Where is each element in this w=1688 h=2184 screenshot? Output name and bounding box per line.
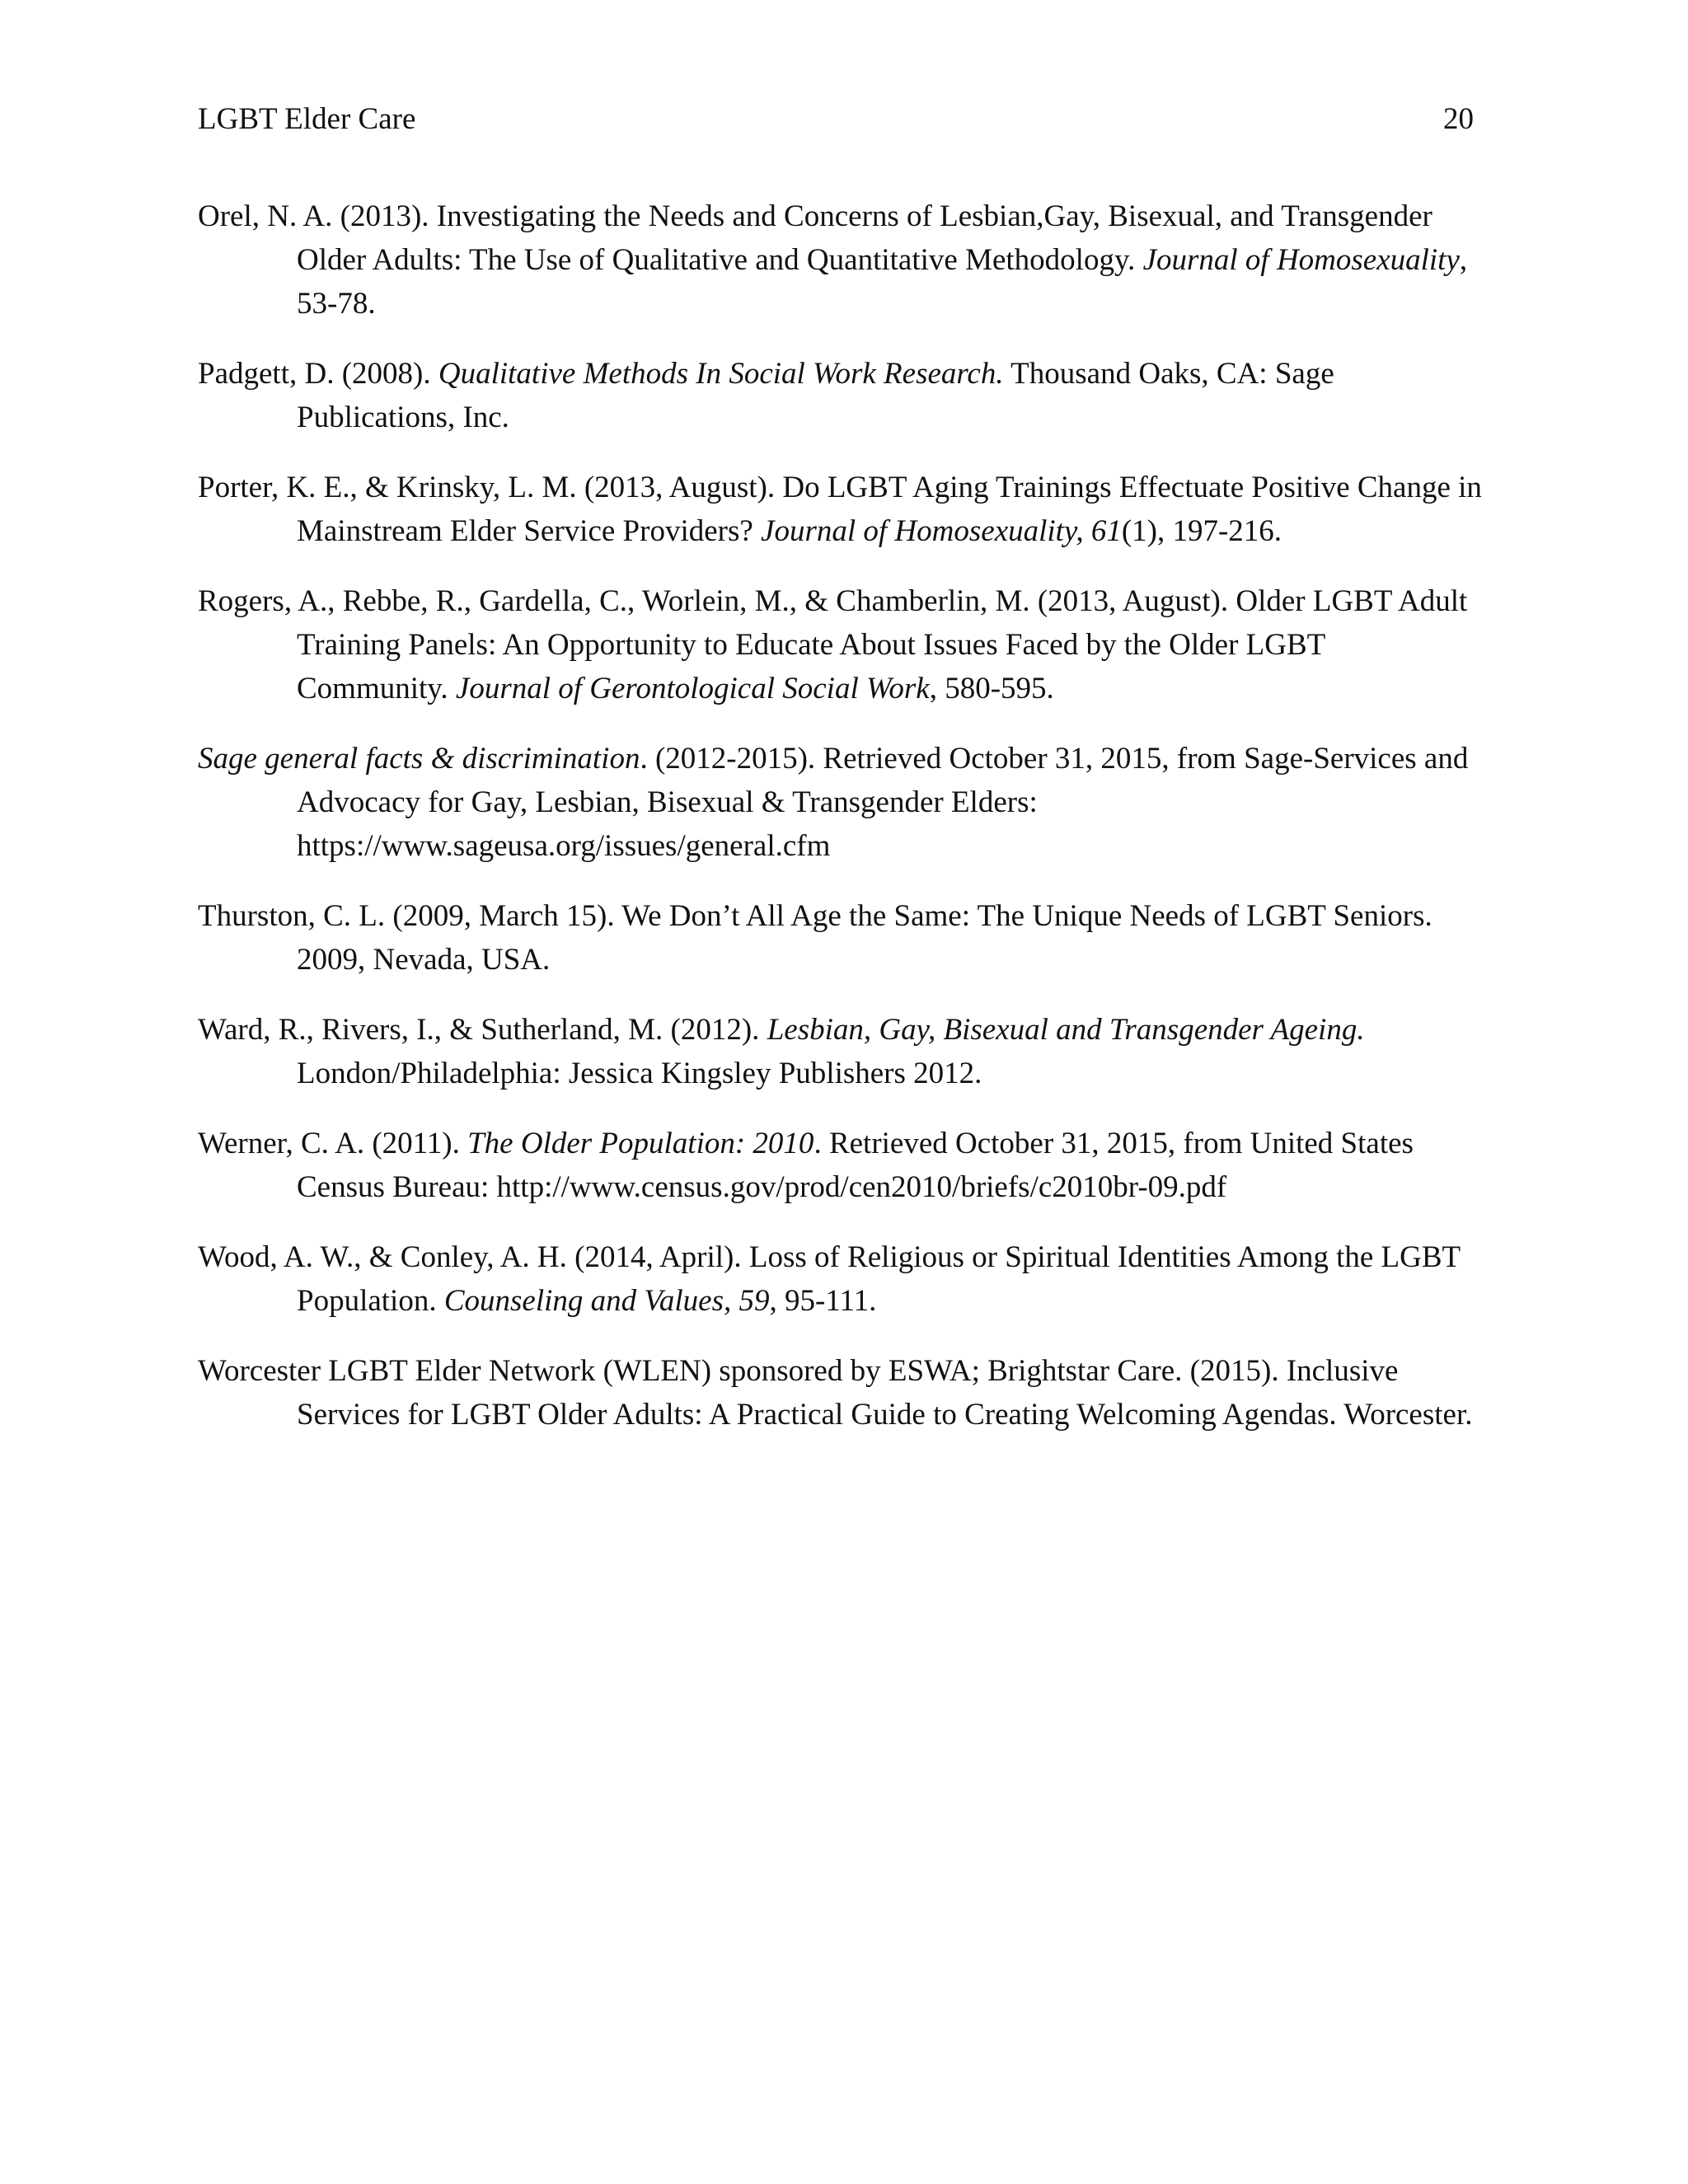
reference-text: Thousand Oaks, CA: Sage Publications, Inc.: [297, 357, 1334, 434]
reference-italic-text: Qualitative Methods In Social Work Research.: [438, 357, 1004, 391]
running-head: [198, 97, 1474, 142]
reference-entry: [198, 194, 1484, 326]
reference-entry: [198, 352, 1484, 439]
reference-italic-text: Journal of Homosexuality: [1142, 243, 1460, 277]
reference-text: Orel, N. A. (2013). Investigating the Needs and Concerns of Lesbian,Gay, Bisexual, and Transgender Older Adults: The Use of Qualitative and Quantitative Methodology.: [198, 199, 1432, 277]
reference-italic-text: Journal of Gerontological Social Work: [455, 672, 930, 705]
reference-text: Ward, R., Rivers, I., & Sutherland, M. (2012).: [198, 1013, 767, 1047]
reference-entry: [198, 894, 1484, 982]
reference-italic-text: Lesbian, Gay, Bisexual and Transgender Ageing.: [767, 1013, 1365, 1047]
reference-entry: [198, 1122, 1484, 1209]
reference-text: Padgett, D. (2008).: [198, 357, 438, 391]
reference-text: Porter, K. E., & Krinsky, L. M. (2013, August). Do LGBT Aging Trainings Effectuate Positive Change in Mainstream Elder Service Providers?: [198, 471, 1482, 548]
reference-entry: [198, 737, 1484, 868]
reference-text: Thurston, C. L. (2009, March 15). We Don’t All Age the Same: The Unique Needs of LGBT Seniors. 2009, Nevada, USA.: [198, 899, 1432, 977]
reference-text: Werner, C. A. (2011).: [198, 1127, 468, 1160]
reference-italic-text: Journal of Homosexuality, 61: [761, 514, 1122, 548]
reference-list: [198, 194, 1484, 1463]
reference-italic-text: The Older Population: 2010: [467, 1127, 814, 1160]
reference-entry: [198, 579, 1484, 710]
reference-text: , 580-595.: [929, 672, 1054, 705]
reference-italic-text: Sage general facts & discrimination: [198, 742, 640, 776]
reference-entry: [198, 1235, 1484, 1323]
reference-text: Wood, A. W., & Conley, A. H. (2014, April). Loss of Religious or Spiritual Identities Among the LGBT Population.: [198, 1240, 1461, 1318]
reference-text: (1), 197-216.: [1121, 514, 1282, 548]
page-number: 20: [1443, 102, 1474, 136]
reference-text: , 53-78.: [297, 243, 1468, 321]
reference-text: . (2012-2015). Retrieved October 31, 2015, from Sage-Services and Advocacy for Gay, Lesbian, Bisexual & Transgender Elders: https://www.sageusa.org/issues/general.cfm: [297, 742, 1469, 863]
reference-entry: [198, 1008, 1484, 1095]
reference-text: Rogers, A., Rebbe, R., Gardella, C., Worlein, M., & Chamberlin, M. (2013, August). Older LGBT Adult Training Panels: An Opportunity to Educate About Issues Faced by the Older LGBT Community.: [198, 584, 1468, 705]
reference-italic-text: Counseling and Values, 59: [443, 1284, 770, 1318]
reference-text: Worcester LGBT Elder Network (WLEN) sponsored by ESWA; Brightstar Care. (2015). Inclusive Services for LGBT Older Adults: A Practical Guide to Creating Welcoming Agendas. Worcester.: [198, 1354, 1473, 1432]
reference-text: . Retrieved October 31, 2015, from United States Census Bureau: http://www.census.gov/prod/cen2010/briefs/c2010br-09.pdf: [297, 1127, 1414, 1204]
running-title: LGBT Elder Care: [198, 102, 416, 136]
reference-entry: [198, 466, 1484, 553]
reference-text: London/Philadelphia: Jessica Kingsley Publishers 2012.: [297, 1057, 982, 1090]
reference-text: , 95-111.: [769, 1284, 877, 1318]
reference-entry: [198, 1349, 1484, 1436]
